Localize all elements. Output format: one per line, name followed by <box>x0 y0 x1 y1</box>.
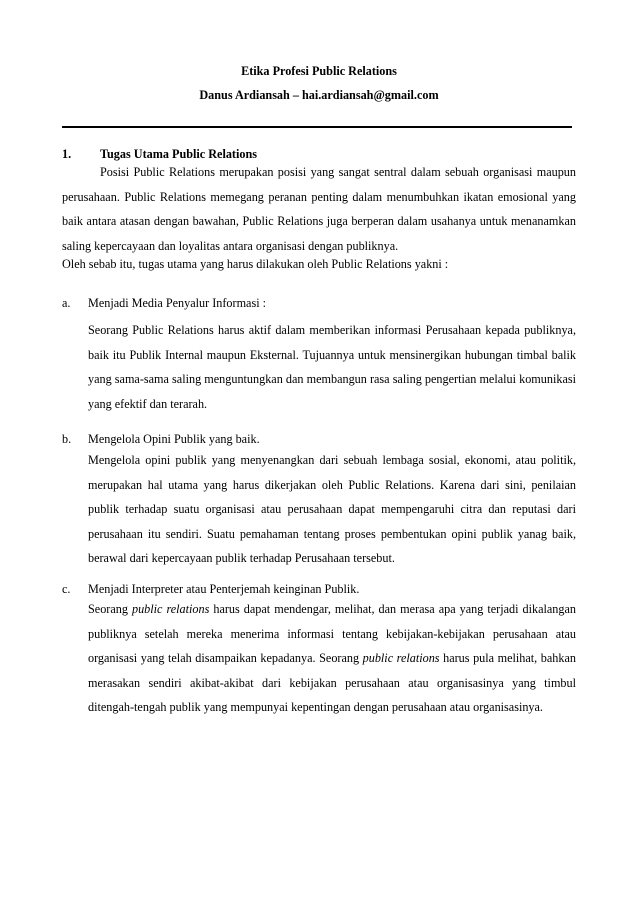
list-item-marker: a. <box>62 296 71 310</box>
list-item-marker: c. <box>62 582 71 596</box>
header-divider <box>62 126 572 128</box>
body-text: harus dapat mendengar, melihat, dan merasa apa yang terjadi dikalangan publiknya setelah mereka menerima informasi tentang kebijakan-kebijakan perusahaan atau organisasi yang telah disampaikan kepadanya. Seorang <box>88 602 576 666</box>
section-heading: Tugas Utama Public Relations <box>100 147 257 161</box>
list-item-body <box>88 597 576 720</box>
list-item-heading: Mengelola Opini Publik yang baik. <box>88 432 260 446</box>
list-item-body: Seorang Public Relations harus aktif dalam memberikan informasi Perusahaan kepada publiknya, baik itu Publik Internal maupun Eksternal. Tujuannya untuk mensinergikan hubungan timbal balik yang sama-sama saling menguntungkan dan membangun rasa saling pengertian melalui komunikasi yang efektif dan terarah. <box>88 323 576 411</box>
body-text: Seorang <box>88 602 132 616</box>
list-item-heading: Menjadi Interpreter atau Penterjemah keinginan Publik. <box>88 582 360 596</box>
body-text: harus pula melihat, bahkan merasakan sendiri akibat-akibat dari kebijakan perusahaan atau organisasinya yang timbul ditengah-tengah publik yang mempunyai kepentingan dengan perusahaan atau organisasinya. <box>88 651 576 715</box>
emphasized-term: public relations <box>131 602 210 616</box>
list-item-heading: Menjadi Media Penyalur Informasi : <box>88 296 267 310</box>
list-item-body: Mengelola opini publik yang menyenangkan dari sebuah lembaga sosial, ekonomi, atau politik, merupakan hal utama yang harus dikerjakan oleh Public Relations. Karena dari sini, penilaian publik terhadap suatu organisasi atau perusahaan dapat mempengaruhi citra dan reputasi dari perusahaan itu sendiri. Suatu pemahaman tentang proses pembentukan opini publik yanag baik, berawal dari kepercayaan publik terhadap Perusahaan tersebut. <box>88 453 576 566</box>
emphasized-term: public relations <box>362 651 440 666</box>
author-line: Danus Ardiansah – hai.ardiansah@gmail.com <box>199 88 439 102</box>
section-intro-paragraph: Posisi Public Relations merupakan posisi yang sangat sentral dalam sebuah organisasi maupun perusahaan. Public Relations memegang peranan penting dalam menumbuhkan ikatan emosional yang baik antara atasan dengan bawahan, Public Relations juga berperan dalam usahanya untuk menanamkan saling kepercayaan dan loyalitas antara organisasi dengan publiknya. <box>62 165 576 253</box>
section-lead-sentence: Oleh sebab itu, tugas utama yang harus dilakukan oleh Public Relations yakni : <box>62 257 449 271</box>
document-title: Etika Profesi Public Relations <box>241 64 397 78</box>
list-item-marker: b. <box>62 432 72 446</box>
section-number: 1. <box>62 147 72 161</box>
